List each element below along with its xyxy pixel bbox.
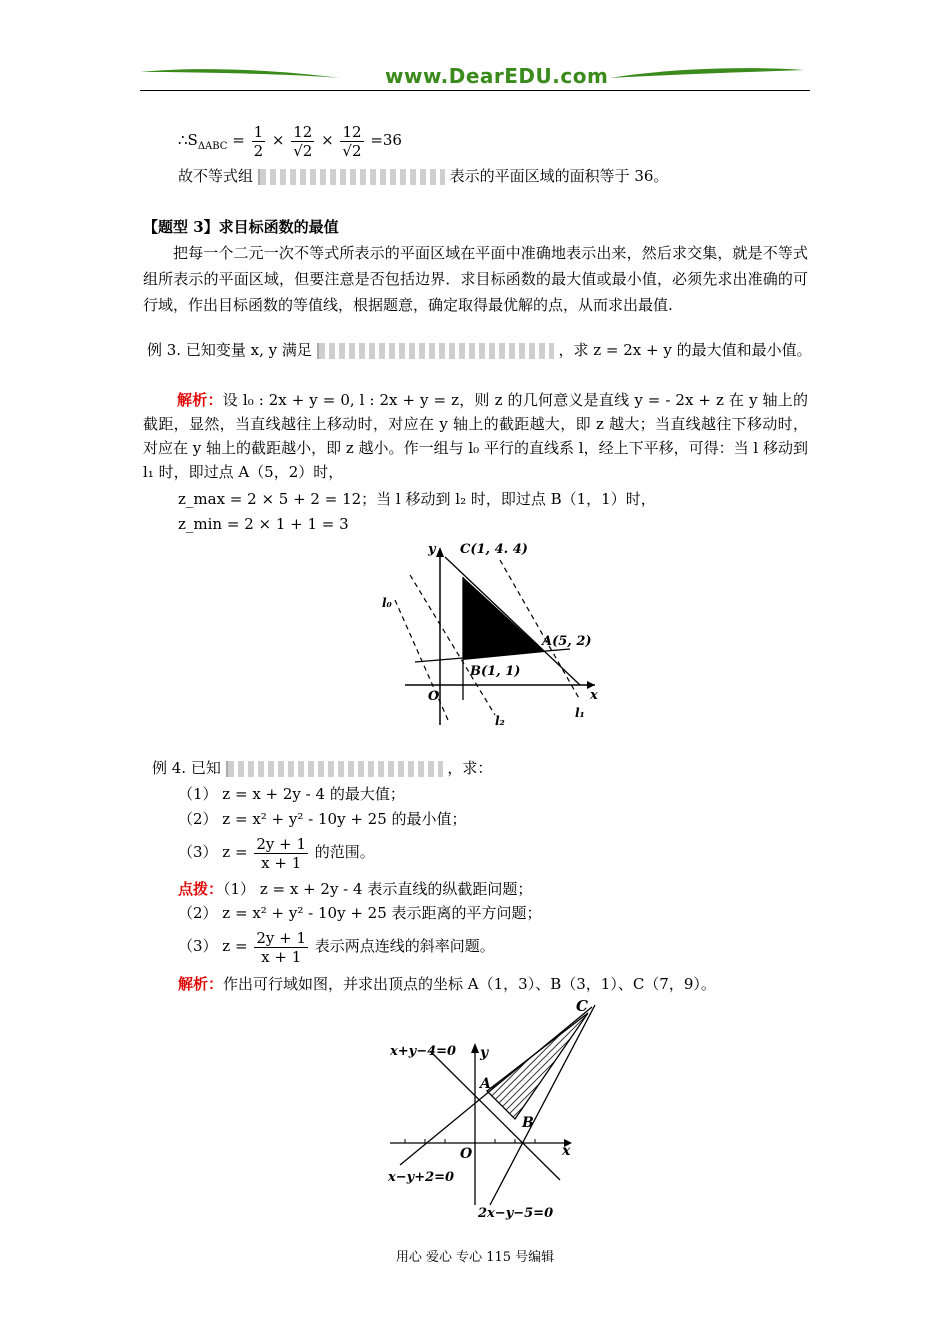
example4-q2: （2） z = x² + y² - 10y + 25 的最小值； <box>178 810 467 828</box>
label-y: y <box>428 542 436 557</box>
label-line3: 2x−y−5=0 <box>478 1206 554 1220</box>
type3-title: 【题型 3】求目标函数的最值 <box>143 218 339 236</box>
hint-2: （2） z = x² + y² - 10y + 25 表示距离的平方问题； <box>178 904 542 922</box>
header-rule <box>140 90 810 91</box>
label-C: C(1, 4. 4) <box>460 542 528 557</box>
example4-statement: 例 4. 已知 ，求： <box>152 759 493 777</box>
label-A: A(5, 2) <box>542 634 592 649</box>
area-formula: $\therefore S_{\Delta ABC}$ = $\frac{1}{2}$ × $\frac{12}{√2}$ × $\frac{12}{√2}$ =36 <box>178 122 402 160</box>
label-l1: l₁ <box>575 706 585 720</box>
label-C2: C <box>576 997 588 1015</box>
example3-solution: 解析：设 l₀ : 2x + y = 0, l : 2x + y = z，则 z 的几何意义是直线 y = - 2x + z 在 y 轴上的截距，显然，当直线越往上移动时，对应在 y 轴上的截距越大，即 z 越大；当直线越往下移动时，对应在 y 轴上的截距越小，即 z 越小。作一组与 l₀ 平行的直线系 l，经上下平移，可得：当 l 移动到 l₁ 时，即过点 A（5，2）时， <box>143 391 808 481</box>
label-B: B(1, 1) <box>470 664 521 679</box>
label-l2: l₂ <box>495 714 505 728</box>
label-x: x <box>590 688 598 703</box>
shaded-region <box>463 577 545 660</box>
example4-solution: 解析：作出可行域如图，并求出顶点的坐标 A（1，3）、B（3，1）、C（7，9）。 <box>178 975 716 993</box>
zmax-line: z_max = 2 × 5 + 2 = 12；当 l 移动到 l₂ 时，即过点 B（1，1）时， <box>178 490 656 508</box>
constraint-system-image-2 <box>226 761 443 777</box>
label-B2: B <box>522 1115 534 1131</box>
zmin-line: z_min = 2 × 1 + 1 = 3 <box>178 515 349 533</box>
label-l0: l₀ <box>382 596 392 610</box>
hint-1: 点拨：（1） z = x + 2y - 4 表示直线的纵截距问题； <box>178 880 533 898</box>
label-A2: A <box>480 1076 491 1092</box>
label-x2: x <box>562 1143 571 1159</box>
inequality-system-image <box>258 169 445 185</box>
label-O: O <box>428 689 440 704</box>
label-line1: x+y−4=0 <box>390 1044 457 1059</box>
label-y2: y <box>480 1045 489 1061</box>
area-conclusion: 故不等式组 表示的平面区域的面积等于 36。 <box>178 167 669 185</box>
label-line2: x−y+2=0 <box>388 1170 455 1185</box>
hint-3: （3） z = $\frac{2y + 1}{x + 1}$ 表示两点连线的斜率问题。 <box>178 928 495 966</box>
constraint-system-image <box>317 343 554 359</box>
label-O2: O <box>460 1146 473 1162</box>
page-footer: 用心 爱心 专心 115 号编辑 <box>395 1250 555 1265</box>
example4-q1: （1） z = x + 2y - 4 的最大值； <box>178 785 405 803</box>
example4-q3: （3） z = $\frac{2y + 1}{x + 1}$ 的范围。 <box>178 834 375 872</box>
hatched-region <box>487 1013 588 1119</box>
figure-1-feasible-region <box>370 535 610 730</box>
figure-2-feasible-region <box>380 995 610 1220</box>
example3-statement: 例 3. 已知变量 x, y 满足 ，求 z = 2x + y 的最大值和最小值。 <box>147 341 812 359</box>
type3-paragraph: 把每一个二元一次不等式所表示的平面区域在平面中准确地表示出来，然后求交集，就是不等式组所表示的平面区域，但要注意是否包括边界．求目标函数的最大值或最小值，必须先求出准确的可行域，作出目标函数的等值线，根据题意，确定取得最优解的点，从而求出最值. <box>143 244 808 314</box>
page-header: www.DearEDU.com <box>140 64 810 94</box>
